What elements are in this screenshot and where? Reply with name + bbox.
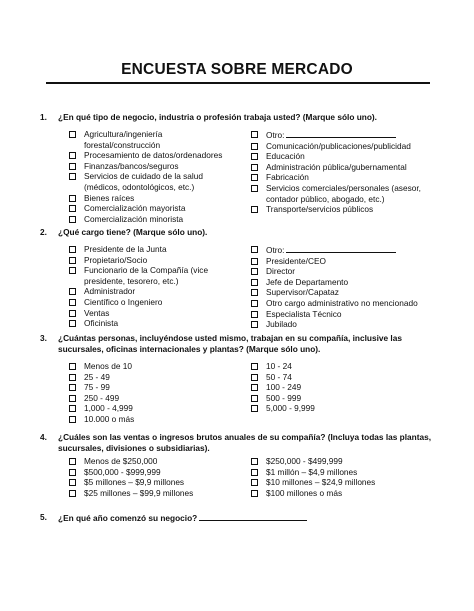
option-label: Otro: <box>266 245 285 255</box>
question-number: 5. <box>40 512 47 522</box>
q1-options-left <box>68 129 233 224</box>
option-label: 10 - 24 <box>266 361 292 371</box>
option-label: Ventas <box>84 307 110 318</box>
checkbox-icon[interactable] <box>251 374 258 381</box>
option-label: Comunicación/publicaciones/publicidad <box>266 140 411 151</box>
option-label: $100 millones o más <box>266 487 343 498</box>
q3-options-right <box>250 361 435 414</box>
checkbox-icon[interactable] <box>69 363 76 370</box>
checkbox-option[interactable] <box>68 214 233 225</box>
question-number: 2. <box>40 227 47 237</box>
checkbox-icon[interactable] <box>251 363 258 370</box>
option-label: $5 millones – $9,9 millones <box>84 477 185 488</box>
option-label: Transporte/servicios públicos <box>266 204 374 215</box>
option-label: Oficinista <box>84 318 119 329</box>
q4-options-left <box>68 456 233 498</box>
question-text: ¿Qué cargo tiene? (Marque sólo uno). <box>58 227 208 237</box>
checkbox-option[interactable] <box>68 361 233 372</box>
checkbox-icon[interactable] <box>69 479 76 486</box>
checkbox-icon[interactable] <box>69 405 76 412</box>
checkbox-icon[interactable] <box>69 299 76 306</box>
checkbox-option[interactable] <box>68 171 233 192</box>
checkbox-icon[interactable] <box>69 131 76 138</box>
checkbox-option[interactable] <box>68 265 233 286</box>
option-label: Jubilado <box>266 319 297 330</box>
checkbox-icon[interactable] <box>69 205 76 212</box>
checkbox-icon[interactable] <box>251 405 258 412</box>
checkbox-option[interactable] <box>68 286 233 297</box>
option-label: Supervisor/Capataz <box>266 287 339 298</box>
question-number: 4. <box>40 432 47 442</box>
checkbox-option[interactable] <box>250 244 435 256</box>
option-label: Administrador <box>84 286 136 297</box>
option-label: 5,000 - 9,999 <box>266 403 315 414</box>
checkbox-option[interactable] <box>250 319 435 330</box>
checkbox-icon[interactable] <box>251 384 258 391</box>
checkbox-option[interactable] <box>68 372 233 383</box>
year-answer-field[interactable] <box>199 512 307 521</box>
option-label: Fabricación <box>266 172 309 183</box>
q1-options-right <box>250 129 435 215</box>
checkbox-option[interactable] <box>250 151 435 162</box>
option-label: $250,000 - $499,999 <box>266 456 343 466</box>
checkbox-icon[interactable] <box>69 246 76 253</box>
checkbox-option[interactable] <box>250 372 435 383</box>
checkbox-icon[interactable] <box>69 384 76 391</box>
checkbox-option[interactable] <box>68 308 233 319</box>
checkbox-option[interactable] <box>250 162 435 173</box>
checkbox-option[interactable] <box>68 203 233 214</box>
option-label: Otro: <box>266 130 285 140</box>
checkbox-option[interactable] <box>250 141 435 152</box>
checkbox-option[interactable] <box>250 287 435 298</box>
option-label: Educación <box>266 151 305 162</box>
checkbox-option[interactable] <box>68 129 233 150</box>
checkbox-icon[interactable] <box>251 458 258 465</box>
checkbox-option[interactable] <box>68 393 233 404</box>
option-label: Director <box>266 266 296 277</box>
checkbox-icon[interactable] <box>251 131 258 138</box>
option-label: Presidente/CEO <box>266 255 326 266</box>
checkbox-icon[interactable] <box>251 206 258 213</box>
checkbox-option[interactable] <box>68 382 233 393</box>
checkbox-icon[interactable] <box>251 174 258 181</box>
checkbox-icon[interactable] <box>251 164 258 171</box>
checkbox-icon[interactable] <box>69 152 76 159</box>
option-label: 1,000 - 4,999 <box>84 403 133 414</box>
q4-options-right <box>250 456 435 498</box>
checkbox-icon[interactable] <box>69 173 76 180</box>
option-label: Servicios de cuidado de la salud (médicos, odontológicos, etc.) <box>84 171 203 192</box>
checkbox-icon[interactable] <box>69 416 76 423</box>
checkbox-icon[interactable] <box>69 310 76 317</box>
checkbox-icon[interactable] <box>251 258 258 265</box>
checkbox-option[interactable] <box>68 318 233 329</box>
checkbox-icon[interactable] <box>251 279 258 286</box>
question-text: ¿Cuáles son las ventas o ingresos brutos anuales de su compañía? (Incluya todas las plantas, sucursales, divisiones o subsidiarias). <box>58 432 432 453</box>
option-label: Menos de 10 <box>84 361 132 371</box>
checkbox-icon[interactable] <box>251 469 258 476</box>
option-label: $500,000 - $999,999 <box>84 466 161 477</box>
question-number: 3. <box>40 333 47 343</box>
q2-options-right <box>250 244 435 330</box>
option-label: 50 - 74 <box>266 371 292 382</box>
checkbox-option[interactable] <box>250 382 435 393</box>
checkbox-option[interactable] <box>68 403 233 414</box>
checkbox-icon[interactable] <box>69 257 76 264</box>
checkbox-option[interactable] <box>250 467 435 478</box>
checkbox-option[interactable] <box>250 477 435 488</box>
option-label: $25 millones – $99,9 millones <box>84 487 194 498</box>
option-label: Agricultura/ingeniería forestal/construcción <box>84 129 163 150</box>
checkbox-icon[interactable] <box>251 321 258 328</box>
checkbox-option[interactable] <box>68 244 233 255</box>
checkbox-icon[interactable] <box>69 320 76 327</box>
checkbox-option[interactable] <box>250 403 435 414</box>
option-label: Finanzas/bancos/seguros <box>84 160 179 171</box>
question-text: ¿Cuántas personas, incluyéndose usted mismo, trabajan en su compañía, inclusive las sucursales, oficinas internacionales y plantas? (Marque sólo uno). <box>58 333 402 354</box>
q2-options-left <box>68 244 233 329</box>
checkbox-icon[interactable] <box>69 267 76 274</box>
question-text-row <box>58 512 438 524</box>
checkbox-icon[interactable] <box>69 490 76 497</box>
option-label: Científico o Ingeniero <box>84 296 163 307</box>
checkbox-icon[interactable] <box>69 469 76 476</box>
checkbox-option[interactable] <box>250 488 435 499</box>
checkbox-option[interactable] <box>68 467 233 478</box>
checkbox-icon[interactable] <box>251 143 258 150</box>
checkbox-icon[interactable] <box>251 289 258 296</box>
title-divider <box>46 82 430 84</box>
checkbox-option[interactable] <box>68 456 233 467</box>
other-text-field[interactable] <box>286 129 396 138</box>
checkbox-icon[interactable] <box>69 288 76 295</box>
checkbox-icon[interactable] <box>69 216 76 223</box>
option-label: Propietario/Socio <box>84 254 148 265</box>
checkbox-icon[interactable] <box>69 458 76 465</box>
checkbox-icon[interactable] <box>251 153 258 160</box>
option-label: Menos de $250,000 <box>84 456 158 466</box>
checkbox-option[interactable] <box>250 183 435 204</box>
option-label: $10 millones – $24,9 millones <box>266 477 376 488</box>
checkbox-icon[interactable] <box>251 490 258 497</box>
checkbox-option[interactable] <box>250 266 435 277</box>
checkbox-option[interactable] <box>250 129 435 141</box>
checkbox-option[interactable] <box>250 309 435 320</box>
option-label: Jefe de Departamento <box>266 276 349 287</box>
checkbox-option[interactable] <box>68 255 233 266</box>
option-label: Procesamiento de datos/ordenadores <box>84 150 223 161</box>
checkbox-option[interactable] <box>250 256 435 267</box>
option-label: 500 - 999 <box>266 392 302 403</box>
option-label: Otro cargo administrativo no mencionado <box>266 297 418 308</box>
checkbox-option[interactable] <box>250 204 435 215</box>
checkbox-icon[interactable] <box>69 195 76 202</box>
checkbox-icon[interactable] <box>251 395 258 402</box>
option-label: Especialista Técnico <box>266 308 342 319</box>
checkbox-option[interactable] <box>250 298 435 309</box>
checkbox-icon[interactable] <box>251 300 258 307</box>
checkbox-icon[interactable] <box>69 163 76 170</box>
option-label: 250 - 499 <box>84 392 120 403</box>
checkbox-option[interactable] <box>68 488 233 499</box>
checkbox-option[interactable] <box>68 161 233 172</box>
checkbox-icon[interactable] <box>251 479 258 486</box>
checkbox-option[interactable] <box>68 150 233 161</box>
checkbox-option[interactable] <box>68 193 233 204</box>
checkbox-option[interactable] <box>250 456 435 467</box>
page-title: ENCUESTA SOBRE MERCADO <box>121 61 353 78</box>
option-label: Comercialización mayorista <box>84 203 186 214</box>
checkbox-icon[interactable] <box>251 268 258 275</box>
option-label: Funcionario de la Compañía (vice presidente, tesorero, etc.) <box>84 265 209 286</box>
checkbox-option[interactable] <box>250 361 435 372</box>
option-label: 25 - 49 <box>84 371 110 382</box>
checkbox-option[interactable] <box>250 393 435 404</box>
option-label: $1 millón – $4,9 millones <box>266 466 358 477</box>
question-text: ¿En qué tipo de negocio, industria o profesión trabaja usted? (Marque sólo uno). <box>58 112 377 122</box>
other-text-field[interactable] <box>286 244 396 253</box>
q3-options-left <box>68 361 233 425</box>
option-label: 75 - 99 <box>84 382 110 393</box>
checkbox-icon[interactable] <box>251 246 258 253</box>
checkbox-option[interactable] <box>68 477 233 488</box>
checkbox-icon[interactable] <box>251 185 258 192</box>
option-label: Administración pública/gubernamental <box>266 161 407 172</box>
checkbox-icon[interactable] <box>69 395 76 402</box>
question-text: ¿En qué año comenzó su negocio? <box>58 513 198 523</box>
checkbox-option[interactable] <box>68 414 233 425</box>
option-label: Comercialización minorista <box>84 213 184 224</box>
option-label: Presidente de la Junta <box>84 244 167 254</box>
checkbox-option[interactable] <box>250 277 435 288</box>
checkbox-option[interactable] <box>250 172 435 183</box>
option-label: 100 - 249 <box>266 382 302 393</box>
checkbox-icon[interactable] <box>251 311 258 318</box>
question-number: 1. <box>40 112 47 122</box>
option-label: Bienes raíces <box>84 192 135 203</box>
checkbox-option[interactable] <box>68 297 233 308</box>
checkbox-icon[interactable] <box>69 374 76 381</box>
option-label: 10.000 o más <box>84 413 135 424</box>
option-label: Servicios comerciales/personales (asesor, contador público, abogado, etc.) <box>266 182 421 204</box>
